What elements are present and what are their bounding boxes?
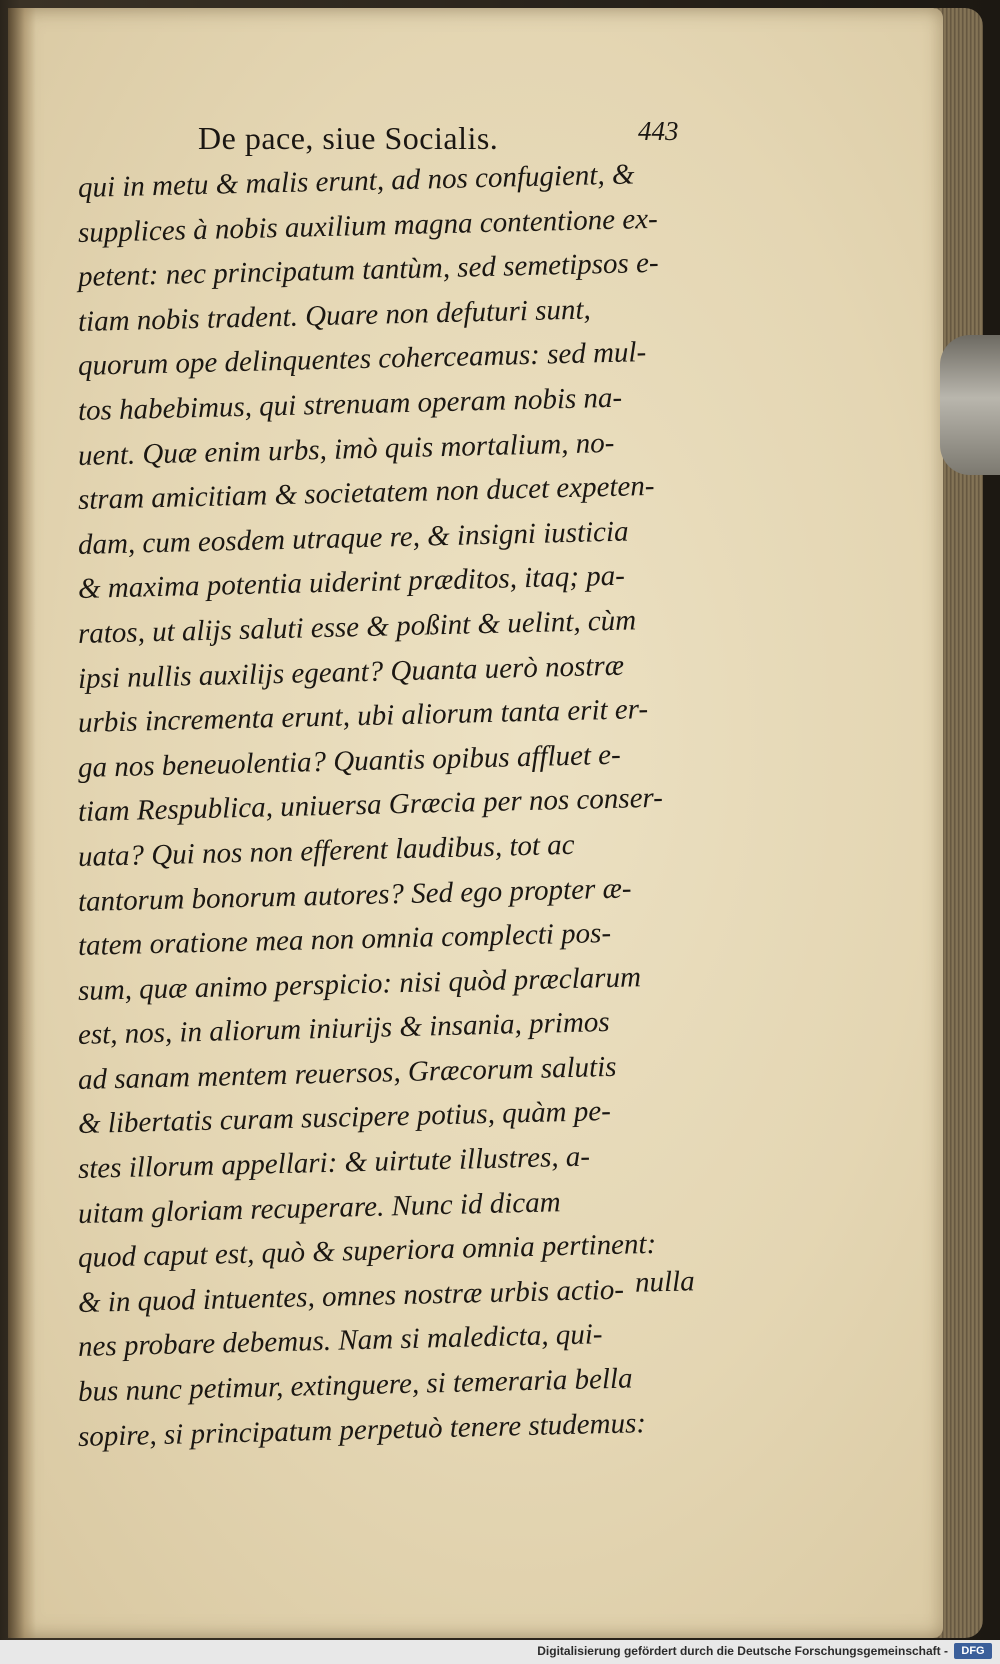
text-line: dam, cum eosdem utraque re, & insigni iusticia xyxy=(77,515,629,561)
book-page xyxy=(8,8,943,1638)
text-line: tos habebimus, qui strenuam operam nobis na- xyxy=(77,381,623,427)
footer-bar xyxy=(0,1640,1000,1664)
text-line: uent. Quæ enim urbs, imò quis mortalium, no- xyxy=(77,426,615,472)
text-line: urbis incrementa erunt, ubi aliorum tanta erit er- xyxy=(77,693,649,740)
text-line: qui in metu & malis erunt, ad nos confugient, & xyxy=(77,158,635,204)
text-line: & in quod intuentes, omnes nostræ urbis actio- xyxy=(77,1273,625,1319)
text-line: ipsi nullis auxilijs egeant? Quanta uerò nostræ xyxy=(77,649,625,695)
text-line: tatem oratione mea non omnia complecti pos- xyxy=(77,917,612,963)
text-line: stes illorum appellari: & uirtute illustres, a- xyxy=(77,1140,591,1186)
page-gutter-shadow xyxy=(8,8,36,1638)
text-line: quod caput est, quò & superiora omnia pertinent: xyxy=(77,1228,657,1275)
text-line: petent: nec principatum tantùm, sed semetipsos e- xyxy=(77,247,659,294)
text-line: tantorum bonorum autores? Sed ego propter æ- xyxy=(77,871,632,918)
text-line: tiam Respublica, uniuersa Græcia per nos conser- xyxy=(77,782,664,829)
text-line: nes probare debemus. Nam si maledicta, qui- xyxy=(77,1318,603,1364)
text-line: & libertatis curam suscipere potius, quàm pe- xyxy=(77,1095,612,1141)
page-number: 443 xyxy=(638,116,679,146)
dfg-logo: DFG xyxy=(954,1643,992,1659)
text-line: uitam gloriam recuperare. Nunc id dicam xyxy=(77,1185,561,1230)
catchword: nulla xyxy=(634,1265,695,1299)
page-clip xyxy=(940,335,1000,475)
text-line: ad sanam mentem reuersos, Græcorum salutis xyxy=(77,1050,617,1096)
text-line: sopire, si principatum perpetuò tenere studemus: xyxy=(77,1406,647,1453)
text-line: sum, quæ animo perspicio: nisi quòd præclarum xyxy=(77,960,642,1007)
body-text xyxy=(77,158,708,1459)
text-line: stram amicitiam & societatem non ducet expeten- xyxy=(77,470,655,517)
text-line: bus nunc petimur, extinguere, si temeraria bella xyxy=(77,1362,633,1409)
text-line: & maxima potentia uiderint præditos, itaq; pa- xyxy=(77,559,626,606)
funding-credit: Digitalisierung gefördert durch die Deutsche Forschungsgemeinschaft - xyxy=(537,1644,948,1658)
running-title: De pace, siue Socialis. xyxy=(198,120,499,156)
text-line: uata? Qui nos non efferent laudibus, tot ac xyxy=(77,828,575,873)
text-line: ratos, ut alijs saluti esse & poßint & uelint, cùm xyxy=(77,604,637,650)
text-line: tiam nobis tradent. Quare non defuturi sunt, xyxy=(77,293,592,338)
text-line: quorum ope delinquentes coherceamus: sed mul- xyxy=(77,336,647,383)
text-line: ga nos beneuolentia? Quantis opibus affluet e- xyxy=(77,738,622,784)
text-line: est, nos, in aliorum iniurijs & insania, primos xyxy=(77,1006,610,1052)
text-line: supplices à nobis auxilium magna contentione ex- xyxy=(77,202,659,249)
